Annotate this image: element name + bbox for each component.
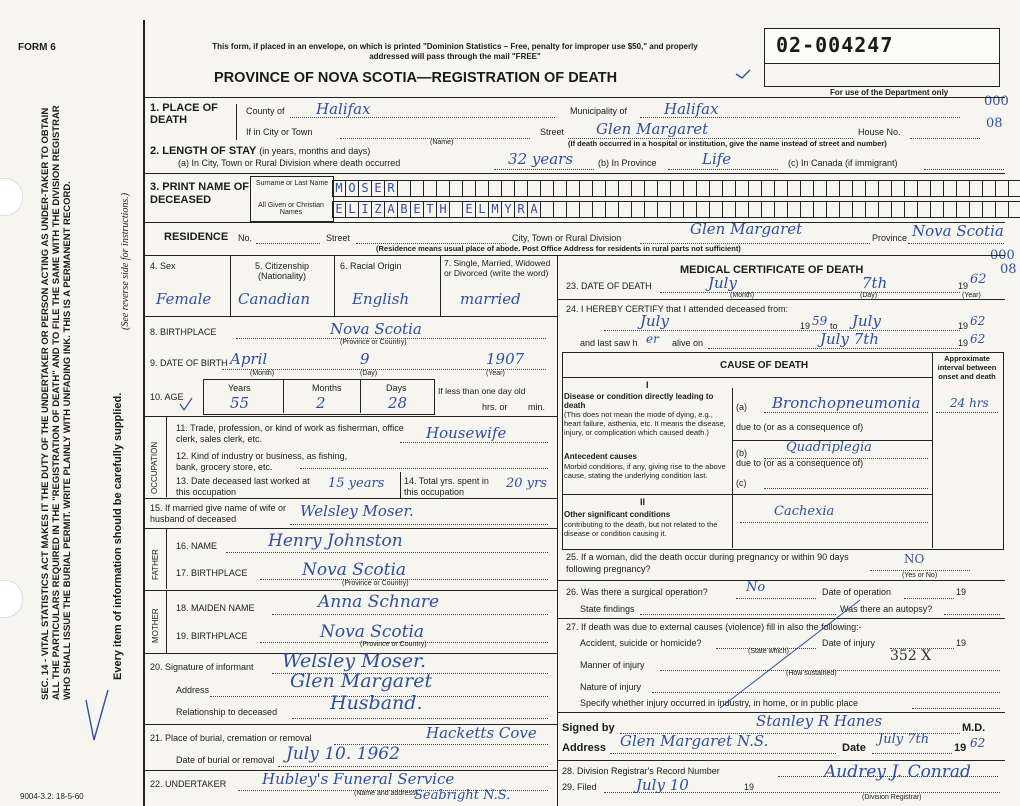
registrar-signature[interactable]: Audrey J. Conrad [824, 762, 971, 782]
city-label: If in City or Town [246, 127, 313, 137]
q15-value[interactable]: Welsley Moser. [300, 502, 414, 520]
stay-a-label: (a) In City, Town or Rural Division where death occurred [178, 158, 401, 168]
yes-no-cap: (Yes or No) [902, 572, 938, 579]
alive-on-label: alive on [672, 338, 704, 348]
stay-a-value[interactable]: 32 years [508, 150, 574, 168]
citizenship-label: 5. Citizenship (Nationality) [254, 261, 310, 281]
years-label: Years [228, 383, 251, 393]
filed-year-prefix: 19 [744, 782, 755, 792]
signed-by-label: Signed by [562, 722, 615, 734]
given-name-cell: L [345, 202, 358, 217]
death-year-cap: (Year) [962, 292, 981, 299]
other-note: contributing to the death, but not related to the disease or condition causing it. [564, 520, 718, 538]
cause-title: CAUSE OF DEATH [720, 360, 809, 371]
birthplace-caption: (Province or Country) [340, 339, 407, 346]
county-value[interactable]: Halifax [316, 100, 371, 118]
q13-value[interactable]: 15 years [328, 476, 385, 491]
county-label: County of [246, 106, 285, 116]
q22-label: 22. UNDERTAKER [150, 779, 227, 789]
stay-c-label: (c) In Canada (if immigrant) [788, 158, 898, 168]
surname-cell: R [384, 181, 397, 196]
dept-code-4: 08 [1000, 262, 1017, 277]
filed-date[interactable]: July 10 [636, 776, 689, 794]
last-saw-label: and last saw h [580, 338, 638, 348]
surname-cell: O [345, 181, 358, 196]
q26-label: 26. Was there a surgical operation? [566, 587, 708, 597]
from-year[interactable]: 59 [812, 314, 828, 328]
given-name-cell: B [397, 202, 410, 217]
sign-year[interactable]: 62 [970, 736, 986, 750]
undertaker-addr[interactable]: Seabright N.S. [414, 788, 511, 803]
age-months[interactable]: 2 [316, 394, 326, 412]
side-every-item: Every item of information should be carefully supplied. [112, 392, 124, 680]
dob-month-cap: (Month) [250, 370, 275, 377]
other-value[interactable]: Cachexia [774, 504, 835, 519]
q14-label: 14. Total yrs. spent in this occupation [404, 476, 489, 497]
accident-label: Accident, suicide or homicide? [580, 638, 702, 648]
cause-b-value[interactable]: Quadriplegia [786, 440, 872, 455]
father-label: FATHER [151, 549, 160, 580]
due-to-1: due to (or as a consequence of) [736, 422, 864, 432]
q11-label: 11. Trade, profession, or kind of work as fisherman, office clerk, sales clerk, etc. [176, 423, 404, 444]
surname-label: Surname or Last Name [255, 180, 329, 187]
doctor-address[interactable]: Glen Margaret N.S. [620, 732, 769, 750]
undertaker-name[interactable]: Hubley's Funeral Service [262, 770, 455, 788]
given-name-cell: R [514, 202, 527, 217]
q14-value[interactable]: 20 yrs [506, 476, 547, 491]
md-label: M.D. [962, 722, 986, 734]
cause-c-label: (c) [736, 478, 747, 488]
alive-date[interactable]: July 7th [820, 330, 879, 348]
diagonal-strike [720, 600, 860, 708]
to-year[interactable]: 62 [970, 314, 986, 328]
dob-day-cap: (Day) [360, 370, 378, 377]
given-name-cell: T [423, 202, 436, 217]
q19-caption: (Province or Country) [360, 641, 427, 648]
other-head: Other significant conditions [564, 510, 671, 519]
res-province-value[interactable]: Nova Scotia [912, 222, 1004, 240]
birthplace-value[interactable]: Nova Scotia [330, 320, 422, 338]
q21-value[interactable]: Hacketts Cove [426, 724, 537, 742]
given-name-cell: E [332, 202, 345, 217]
q24-label: 24. I HEREBY CERTIFY that I attended deceased from: [566, 304, 789, 314]
date-label: Date [842, 742, 866, 754]
sex-value[interactable]: Female [156, 290, 212, 308]
burial-date-label: Date of burial or removal [176, 755, 275, 765]
to-month[interactable]: July [852, 312, 881, 330]
sign-date[interactable]: July 7th [878, 732, 930, 747]
dob-year-cap: (Year) [486, 370, 505, 377]
cause-a-value[interactable]: Bronchopneumonia [772, 394, 921, 412]
cause-a-interval[interactable]: 24 hrs [950, 396, 989, 410]
given-name-cell: A [384, 202, 397, 217]
form-number: FORM 6 [18, 42, 56, 53]
q21-label: 21. Place of burial, cremation or removal [150, 733, 312, 743]
given-name-cell: E [462, 202, 475, 217]
marital-label: 7. Single, Married, Widowed or Divorced (write the word) [444, 258, 551, 278]
q15-label: 15. If married give name of wife or husband of deceased [150, 503, 287, 524]
mother-label: MOTHER [151, 608, 160, 643]
birthplace-label: 8. BIRTHPLACE [150, 327, 217, 337]
given-name-cell: M [488, 202, 501, 217]
death-year[interactable]: 62 [970, 272, 987, 287]
stay-b-label: (b) In Province [598, 158, 657, 168]
surname-cell: M [332, 181, 345, 196]
registrar-cap: (Division Registrar) [862, 794, 922, 801]
q16-label: 16. NAME [176, 541, 218, 551]
mail-notice: This form, if placed in an envelope, on which is printed "Dominion Statistics – Free, penalty for improper use $50," and properly addressed will pass through the mail "FREE" [212, 42, 698, 61]
check-mark-title [736, 70, 750, 78]
autopsy-label: Was there an autopsy? [840, 604, 933, 614]
municipality-value[interactable]: Halifax [664, 100, 719, 118]
informant-sig[interactable]: Welsley Moser. [282, 650, 427, 672]
roman-1: I [646, 380, 649, 390]
check-mark-age [180, 398, 192, 410]
given-name-cell: Y [501, 202, 514, 217]
footer-code: 9004-3.2: 18-5-60 [20, 792, 84, 801]
q13-label: 13. Date deceased last worked at this occupation [176, 476, 310, 497]
stay-label-text: 2. LENGTH OF STAY [150, 145, 257, 157]
age-label: 10. AGE [150, 392, 184, 402]
given-name-cell: L [475, 202, 488, 217]
due-to-2: due to (or as a consequence of) [736, 458, 864, 468]
given-name-cell: H [436, 202, 449, 217]
alive-year-prefix: 19 [958, 338, 969, 348]
undertaker-cap: (Name and address) [354, 790, 418, 797]
q17-label: 17. BIRTHPLACE [176, 568, 248, 578]
street-label: Street [540, 127, 565, 137]
given-name-cell: E [410, 202, 423, 217]
res-street-label: Street [326, 233, 351, 243]
racial-label: 6. Racial Origin [340, 261, 402, 271]
given-name-cell: A [527, 202, 540, 217]
sign-year-prefix: 19 [954, 742, 967, 754]
surname-cell: E [371, 181, 384, 196]
q17-caption: (Province or Country) [342, 580, 409, 587]
months-label: Months [312, 383, 342, 393]
informant-rel[interactable]: Husband. [330, 692, 423, 714]
nature-label: Nature of injury [580, 682, 642, 692]
address-label: Address [562, 742, 607, 754]
form-title: PROVINCE OF NOVA SCOTIA—REGISTRATION OF DEATH [214, 70, 618, 86]
from-month[interactable]: July [640, 312, 669, 330]
op-date-label: Date of operation [822, 587, 892, 597]
street-value[interactable]: Glen Margaret [596, 120, 709, 138]
age-years[interactable]: 55 [230, 394, 250, 412]
place-of-death-label: 1. PLACE OF DEATH [150, 102, 218, 126]
dob-day[interactable]: 9 [360, 350, 370, 368]
q18-label: 18. MAIDEN NAME [176, 603, 255, 613]
dob-label: 9. DATE OF BIRTH [150, 358, 228, 368]
informant-rel-label: Relationship to deceased [176, 707, 278, 717]
dept-code-2: 08 [986, 116, 1003, 131]
check-mark-side [86, 690, 108, 740]
how-sustained-cap: (How sustained) [786, 670, 837, 677]
dob-month[interactable]: April [230, 350, 268, 368]
q25-value[interactable]: NO [904, 552, 925, 566]
manner-label: Manner of injury [580, 660, 645, 670]
age-days[interactable]: 28 [388, 394, 408, 412]
medical-title: MEDICAL CERTIFICATE OF DEATH [680, 264, 864, 276]
q26-value[interactable]: No [746, 580, 766, 595]
q16-value[interactable]: Henry Johnston [268, 531, 403, 551]
q28-label: 28. Division Registrar's Record Number [562, 766, 720, 776]
q25-label: 25. If a woman, did the death occur during pregnancy or within 90 days following pregnancy? [566, 552, 849, 574]
state-findings-label: State findings [580, 604, 635, 614]
cause-b-label: (b) [736, 448, 747, 458]
antecedent-head: Antecedent causes [564, 452, 637, 461]
q19-value[interactable]: Nova Scotia [320, 622, 425, 642]
lt-day-label: If less than one day old [438, 386, 526, 396]
interval-title: Approximate interval between onset and death [937, 354, 997, 381]
residence-label: RESIDENCE [164, 231, 229, 243]
stay-b-value[interactable]: Life [702, 150, 732, 168]
dept-use-label: For use of the Department only [830, 88, 949, 97]
res-city-value[interactable]: Glen Margaret [690, 220, 803, 238]
res-no-label: No. [238, 233, 253, 243]
op-year-prefix: 19 [956, 587, 967, 597]
registration-number: 02-004247 [776, 33, 894, 57]
death-day-cap: (Day) [860, 292, 878, 299]
res-note: (Residence means usual place of abode. Post Office Address for residents in rural parts not sufficient) [376, 244, 741, 253]
last-saw-value[interactable]: er [646, 332, 659, 346]
disease-note: (This does not mean the mode of dying, e.g., heart failure, asthenia, etc. It means the disease, injury, or complication which caused death.) [564, 410, 726, 437]
name-caption: (Name) [430, 139, 454, 146]
res-city-label: City, Town or Rural Division [512, 233, 622, 243]
min-label: min. [528, 402, 546, 412]
informant-addr[interactable]: Glen Margaret [290, 670, 433, 692]
q11-value[interactable]: Housewife [426, 424, 507, 442]
municipality-label: Municipality of [570, 106, 628, 116]
antecedent-note: Morbid conditions, if any, giving rise to the above cause, stating the underlying condition last. [564, 462, 726, 480]
death-day[interactable]: 7th [862, 274, 888, 292]
hospital-note: (If death occurred in a hospital or institution, give the name instead of street and number) [568, 139, 887, 148]
house-label: House No. [858, 127, 901, 137]
from-year-prefix: 19 [800, 321, 811, 331]
citizenship-value[interactable]: Canadian [238, 290, 311, 308]
days-label: Days [386, 383, 407, 393]
given-label: All Given or Christian Names [258, 202, 324, 216]
to-year-prefix: 19 [958, 321, 969, 331]
roman-2: II [640, 497, 646, 507]
q18-value[interactable]: Anna Schnare [318, 592, 440, 612]
res-province-label: Province [872, 233, 908, 243]
side-instructions-1: SEC. 14 - VITAL STATISTICS ACT MAKES IT THE DUTY OF THE UNDERTAKER OR PERSON ACTING AS UNDER-TAKER TO OBTAIN ALL THE PARTICULARS REQUIRED IN THE "REGISTRATION OF DEATH" AND TO FILE THE SAME WITH THE DIVISION REGISTRAR WHO SHALL ISSUE THE BURIAL PERMIT. WRITE PLAINLY WITH UNFADING INK. THIS IS A PERMANENT RECORD. [40, 105, 73, 700]
informant-addr-label: Address [176, 685, 210, 695]
death-year-prefix: 19 [958, 281, 969, 291]
given-name-cell: I [358, 202, 371, 217]
burial-date[interactable]: July 10. 1962 [286, 744, 400, 764]
manner-value[interactable]: 352 X [890, 648, 932, 664]
q17-value[interactable]: Nova Scotia [302, 560, 407, 580]
death-month[interactable]: July [708, 274, 737, 292]
q23-label: 23. DATE OF DEATH [566, 281, 652, 291]
specify-label: Specify whether injury occurred in industry, in home, or in public place [580, 698, 858, 708]
q29-label: 29. Filed [562, 782, 597, 792]
q20-label: 20. Signature of informant [150, 662, 254, 672]
marital-value[interactable]: married [460, 290, 521, 308]
hrs-label: hrs. or [482, 402, 508, 412]
disease-head: Disease or condition directly leading to death [564, 392, 714, 410]
q27-label: 27. If death was due to external causes (violence) fill in also the following:- [566, 622, 862, 632]
dept-code-3: 000 [990, 248, 1015, 263]
to-word: to [830, 321, 838, 331]
surname-cell: S [358, 181, 371, 196]
state-which-cap: (State which) [748, 648, 789, 655]
doctor-signature[interactable]: Stanley R Hanes [756, 712, 883, 730]
occupation-section: OCCUPATION [150, 441, 159, 494]
death-month-cap: (Month) [730, 292, 755, 299]
side-see-reverse: (See reverse side for instructions.) [120, 192, 131, 330]
stay-label-sub: (in years, months and days) [259, 146, 371, 156]
injury-year-prefix: 19 [956, 638, 967, 648]
dob-year[interactable]: 1907 [486, 350, 525, 368]
given-name-cell: Z [371, 202, 384, 217]
dept-code-1: 000 [984, 94, 1009, 109]
alive-year[interactable]: 62 [970, 332, 986, 346]
deceased-name-label: 3. PRINT NAME OF DECEASED [150, 181, 250, 206]
racial-value[interactable]: English [352, 290, 410, 308]
q12-label: 12. Kind of industry or business, as fishing, bank, grocery store, etc. [176, 451, 348, 472]
date-injury-label: Date of injury [822, 638, 876, 648]
sex-label: 4. Sex [150, 261, 176, 271]
cause-a-label: (a) [736, 402, 747, 412]
q19-label: 19. BIRTHPLACE [176, 631, 248, 641]
